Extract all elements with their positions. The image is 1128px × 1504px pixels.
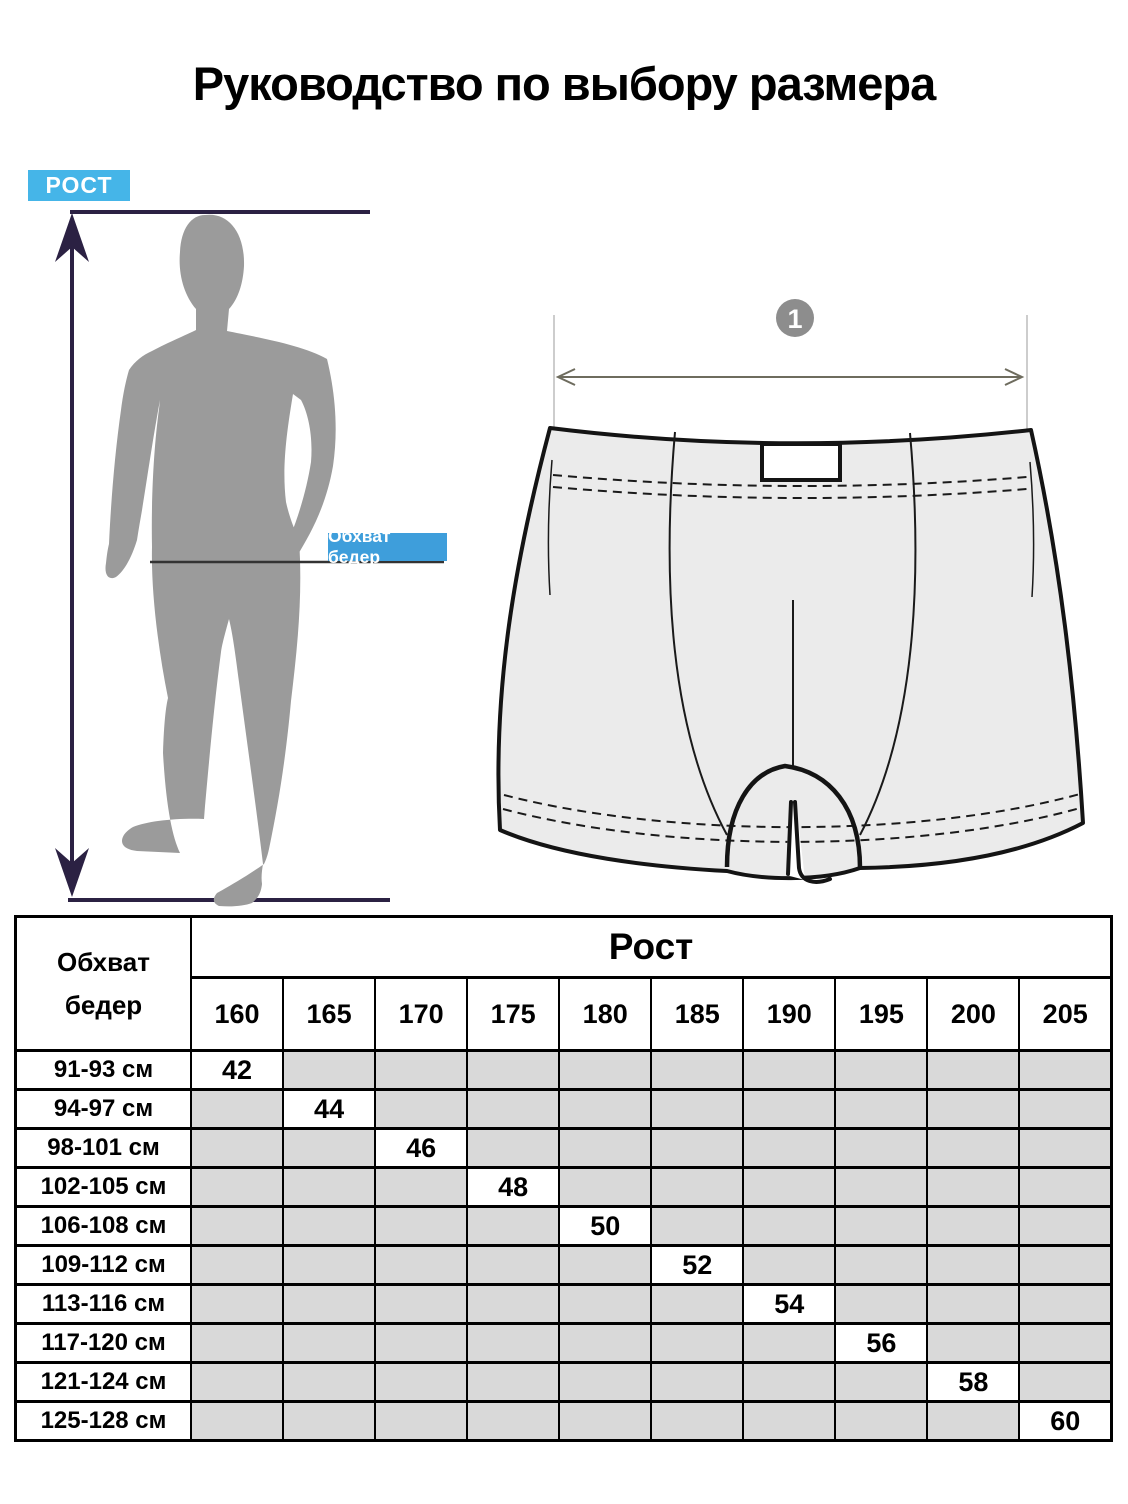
hips-range-label: 113-116 см <box>16 1285 192 1324</box>
empty-cell <box>467 1246 559 1285</box>
height-header: 205 <box>1019 978 1111 1051</box>
table-row <box>16 1285 1112 1324</box>
empty-cell <box>559 1168 651 1207</box>
height-header: 195 <box>835 978 927 1051</box>
size-value-cell: 56 <box>835 1324 927 1363</box>
height-header: 165 <box>283 978 375 1051</box>
hips-range-label: 102-105 см <box>16 1168 192 1207</box>
empty-cell <box>927 1090 1019 1129</box>
height-header: 175 <box>467 978 559 1051</box>
empty-cell <box>743 1168 835 1207</box>
empty-cell <box>651 1285 743 1324</box>
empty-cell <box>191 1324 283 1363</box>
man-silhouette <box>105 215 335 907</box>
empty-cell <box>191 1285 283 1324</box>
table-row <box>16 1090 1112 1129</box>
height-group-header: Рост <box>191 917 1112 978</box>
empty-cell <box>375 1402 467 1441</box>
size-table <box>14 915 1113 1442</box>
empty-cell <box>651 1402 743 1441</box>
height-header: 180 <box>559 978 651 1051</box>
empty-cell <box>927 1168 1019 1207</box>
empty-cell <box>1019 1246 1111 1285</box>
size-value-cell: 60 <box>1019 1402 1111 1441</box>
empty-cell <box>467 1129 559 1168</box>
empty-cell <box>927 1051 1019 1090</box>
table-row <box>16 1246 1112 1285</box>
empty-cell <box>1019 1168 1111 1207</box>
empty-cell <box>559 1129 651 1168</box>
table-row <box>16 1051 1112 1090</box>
empty-cell <box>559 1363 651 1402</box>
empty-cell <box>467 1051 559 1090</box>
empty-cell <box>283 1168 375 1207</box>
empty-cell <box>651 1051 743 1090</box>
empty-cell <box>375 1051 467 1090</box>
empty-cell <box>1019 1090 1111 1129</box>
empty-cell <box>467 1363 559 1402</box>
empty-cell <box>1019 1129 1111 1168</box>
table-row <box>16 1168 1112 1207</box>
empty-cell <box>467 1324 559 1363</box>
empty-cell <box>283 1363 375 1402</box>
hips-range-label: 117-120 см <box>16 1324 192 1363</box>
empty-cell <box>927 1246 1019 1285</box>
empty-cell <box>743 1051 835 1090</box>
table-row <box>16 1129 1112 1168</box>
empty-cell <box>743 1246 835 1285</box>
empty-cell <box>283 1129 375 1168</box>
hips-label: Обхват бедер <box>328 533 447 561</box>
empty-cell <box>651 1168 743 1207</box>
empty-cell <box>651 1324 743 1363</box>
hips-range-label: 109-112 см <box>16 1246 192 1285</box>
empty-cell <box>835 1051 927 1090</box>
empty-cell <box>651 1090 743 1129</box>
empty-cell <box>743 1207 835 1246</box>
marker-1-number: 1 <box>787 304 803 334</box>
height-header: 190 <box>743 978 835 1051</box>
table-row <box>16 1324 1112 1363</box>
empty-cell <box>835 1090 927 1129</box>
hips-range-label: 91-93 см <box>16 1051 192 1090</box>
empty-cell <box>467 1285 559 1324</box>
empty-cell <box>559 1090 651 1129</box>
empty-cell <box>743 1129 835 1168</box>
empty-cell <box>375 1168 467 1207</box>
empty-cell <box>559 1246 651 1285</box>
group-header-row <box>16 917 1112 978</box>
width-dimension-arrow <box>558 369 1022 385</box>
height-header: 200 <box>927 978 1019 1051</box>
empty-cell <box>375 1090 467 1129</box>
empty-cell <box>559 1285 651 1324</box>
hips-range-label: 98-101 см <box>16 1129 192 1168</box>
empty-cell <box>927 1324 1019 1363</box>
table-row <box>16 1207 1112 1246</box>
hips-range-label: 121-124 см <box>16 1363 192 1402</box>
empty-cell <box>283 1207 375 1246</box>
empty-cell <box>191 1402 283 1441</box>
waistband-label-patch <box>762 444 840 480</box>
empty-cell <box>927 1402 1019 1441</box>
empty-cell <box>835 1129 927 1168</box>
hips-range-label: 94-97 см <box>16 1090 192 1129</box>
empty-cell <box>835 1285 927 1324</box>
table-row <box>16 1402 1112 1441</box>
empty-cell <box>375 1324 467 1363</box>
empty-cell <box>283 1051 375 1090</box>
size-value-cell: 42 <box>191 1051 283 1090</box>
hips-range-label: 106-108 см <box>16 1207 192 1246</box>
empty-cell <box>467 1207 559 1246</box>
size-value-cell: 48 <box>467 1168 559 1207</box>
empty-cell <box>375 1246 467 1285</box>
empty-cell <box>743 1402 835 1441</box>
empty-cell <box>191 1090 283 1129</box>
empty-cell <box>375 1363 467 1402</box>
empty-cell <box>835 1207 927 1246</box>
empty-cell <box>835 1402 927 1441</box>
empty-cell <box>743 1090 835 1129</box>
size-value-cell: 46 <box>375 1129 467 1168</box>
table-body <box>16 1051 1112 1441</box>
empty-cell <box>1019 1363 1111 1402</box>
empty-cell <box>191 1363 283 1402</box>
empty-cell <box>1019 1207 1111 1246</box>
table-row <box>16 1363 1112 1402</box>
empty-cell <box>559 1324 651 1363</box>
empty-cell <box>283 1402 375 1441</box>
page-title: Руководство по выбору размера <box>192 57 936 110</box>
empty-cell <box>283 1246 375 1285</box>
empty-cell <box>1019 1285 1111 1324</box>
empty-cell <box>743 1324 835 1363</box>
empty-cell <box>1019 1051 1111 1090</box>
empty-cell <box>191 1207 283 1246</box>
empty-cell <box>1019 1324 1111 1363</box>
size-value-cell: 50 <box>559 1207 651 1246</box>
hips-range-label: 125-128 см <box>16 1402 192 1441</box>
empty-cell <box>283 1324 375 1363</box>
empty-cell <box>467 1402 559 1441</box>
empty-cell <box>743 1363 835 1402</box>
height-header: 160 <box>191 978 283 1051</box>
size-value-cell: 58 <box>927 1363 1019 1402</box>
empty-cell <box>559 1402 651 1441</box>
empty-cell <box>283 1285 375 1324</box>
empty-cell <box>191 1168 283 1207</box>
shorts-diagram <box>480 280 1128 910</box>
empty-cell <box>651 1363 743 1402</box>
empty-cell <box>927 1285 1019 1324</box>
empty-cell <box>559 1051 651 1090</box>
empty-cell <box>835 1168 927 1207</box>
empty-cell <box>927 1129 1019 1168</box>
empty-cell <box>191 1129 283 1168</box>
empty-cell <box>835 1246 927 1285</box>
size-value-cell: 54 <box>743 1285 835 1324</box>
size-value-cell: 44 <box>283 1090 375 1129</box>
height-label: РОСТ <box>28 170 130 201</box>
empty-cell <box>467 1090 559 1129</box>
height-header: 185 <box>651 978 743 1051</box>
empty-cell <box>375 1207 467 1246</box>
height-header: 170 <box>375 978 467 1051</box>
empty-cell <box>191 1246 283 1285</box>
empty-cell <box>651 1129 743 1168</box>
size-table-head <box>16 917 1112 1051</box>
empty-cell <box>375 1285 467 1324</box>
empty-cell <box>835 1363 927 1402</box>
empty-cell <box>651 1207 743 1246</box>
hips-column-header: Обхват бедер <box>16 917 192 1051</box>
empty-cell <box>927 1207 1019 1246</box>
size-value-cell: 52 <box>651 1246 743 1285</box>
